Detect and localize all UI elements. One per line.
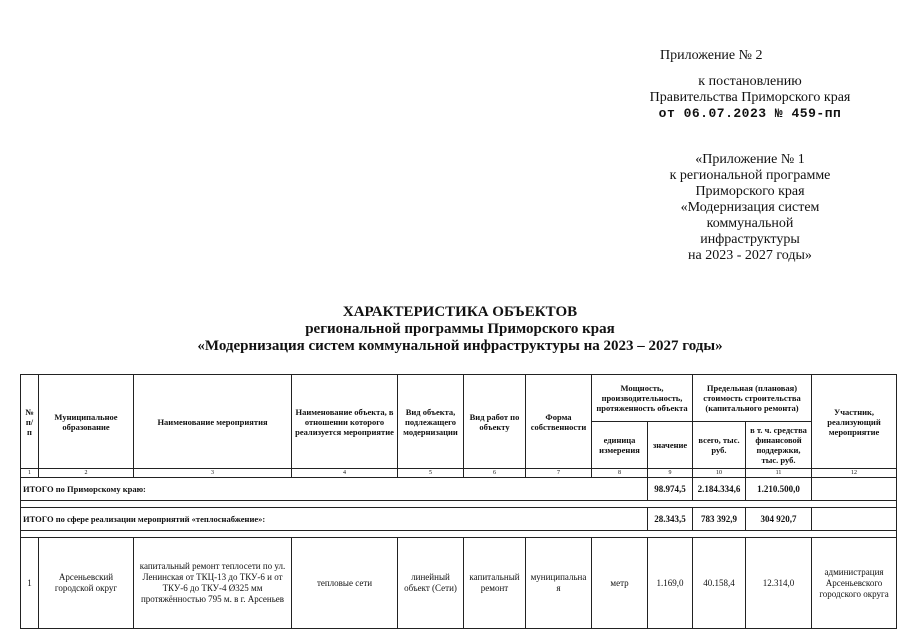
row-cost-support: 12.314,0 [746,538,812,629]
col-header-value: значение [648,422,693,469]
table-row [21,538,897,629]
col-header-cost: Предельная (плановая) стоимость строительства (капитального ремонта) [693,375,812,422]
col-header-participant: Участник, реализующий мероприятие [812,375,897,469]
column-number-row [21,469,897,478]
column-number: 5 [398,469,464,478]
col-header-capacity: Мощность, производительность, протяженность объекта [592,375,693,422]
col-header-unit: единица измерения [592,422,648,469]
spacer-cell [21,531,897,538]
column-number: 4 [292,469,398,478]
col-header-cost-support: в т. ч. средства финансовой поддержки, тыс. руб. [746,422,812,469]
total-heat-label: ИТОГО по сфере реализации мероприятий «теплоснабжение»: [21,508,648,531]
row-unit: метр [592,538,648,629]
row-municipality: Арсеньевский городской округ [39,538,134,629]
program-reference [640,152,860,264]
column-number: 9 [648,469,693,478]
column-number: 11 [746,469,812,478]
col-header-municipality: Муниципальное образование [39,375,134,469]
column-number: 6 [464,469,526,478]
col-header-work-type: Вид работ по объекту [464,375,526,469]
program-line-3: Приморского края [695,184,805,199]
title-line-1: ХАРАКТЕРИСТИКА ОБЪЕКТОВ [342,304,578,320]
program-line-5: коммунальной [706,216,794,231]
resolution-line-2: Правительства Приморского края [649,90,851,105]
document-title [120,304,800,355]
program-line-4: «Модернизация систем [680,200,820,215]
col-header-ownership: Форма собственности [526,375,592,469]
col-header-object-type: Вид объекта, подлежащего модернизации [398,375,464,469]
spacer-row [21,501,897,508]
column-number: 12 [812,469,897,478]
resolution-date-number: от 06.07.2023 № 459-пп [658,106,842,121]
row-work-type: капитальный ремонт [464,538,526,629]
row-object-type: линейный объект (Сети) [398,538,464,629]
row-ownership: муниципальна я [526,538,592,629]
column-number: 7 [526,469,592,478]
total-heat-cost-total: 783 392,9 [693,508,746,531]
column-number: 1 [21,469,39,478]
total-region-label: ИТОГО по Приморскому краю: [21,478,648,501]
col-header-cost-total: всего, тыс. руб. [693,422,746,469]
program-line-2: к региональной программе [669,168,831,183]
total-region-value: 98.974,5 [648,478,693,501]
title-line-3: «Модернизация систем коммунальной инфраструктуры на 2023 – 2027 годы» [197,338,723,354]
total-region-cost-total: 2.184.334,6 [693,478,746,501]
total-heat-cost-support: 304 920,7 [746,508,812,531]
col-header-measure: Наименование мероприятия [134,375,292,469]
row-measure: капитальный ремонт теплосети по ул. Ленинская от ТКЦ-13 до ТКУ-6 и от ТКУ-6 до ТКУ-4 Ø325 мм протяжённостью 795 м. в г. Арсеньев [134,538,292,629]
column-number: 3 [134,469,292,478]
row-num: 1 [21,538,39,629]
program-line-7: на 2023 - 2027 годы» [688,248,812,263]
resolution-reference [630,74,870,122]
title-line-2: региональной программы Приморского края [305,321,615,337]
col-header-object-name: Наименование объекта, в отношении которого реализуется мероприятие [292,375,398,469]
spacer-row [21,531,897,538]
col-header-num: № п/ п [21,375,39,469]
row-participant: администрация Арсеньевского городского округа [812,538,897,629]
total-region-row [21,478,897,501]
row-value: 1.169,0 [648,538,693,629]
appendix-label: Приложение № 2 [660,48,763,63]
column-number: 8 [592,469,648,478]
row-object-name: тепловые сети [292,538,398,629]
total-heat-row [21,508,897,531]
total-heat-value: 28.343,5 [648,508,693,531]
total-region-participant [812,478,897,501]
row-cost-total: 40.158,4 [693,538,746,629]
resolution-line-1: к постановлению [698,74,802,89]
program-line-6: инфраструктуры [700,232,800,247]
column-number: 10 [693,469,746,478]
header-row-1 [21,375,897,422]
total-region-cost-support: 1.210.500,0 [746,478,812,501]
program-line-1: «Приложение № 1 [695,152,805,167]
objects-table [20,374,897,629]
column-number: 2 [39,469,134,478]
total-heat-participant [812,508,897,531]
spacer-cell [21,501,897,508]
